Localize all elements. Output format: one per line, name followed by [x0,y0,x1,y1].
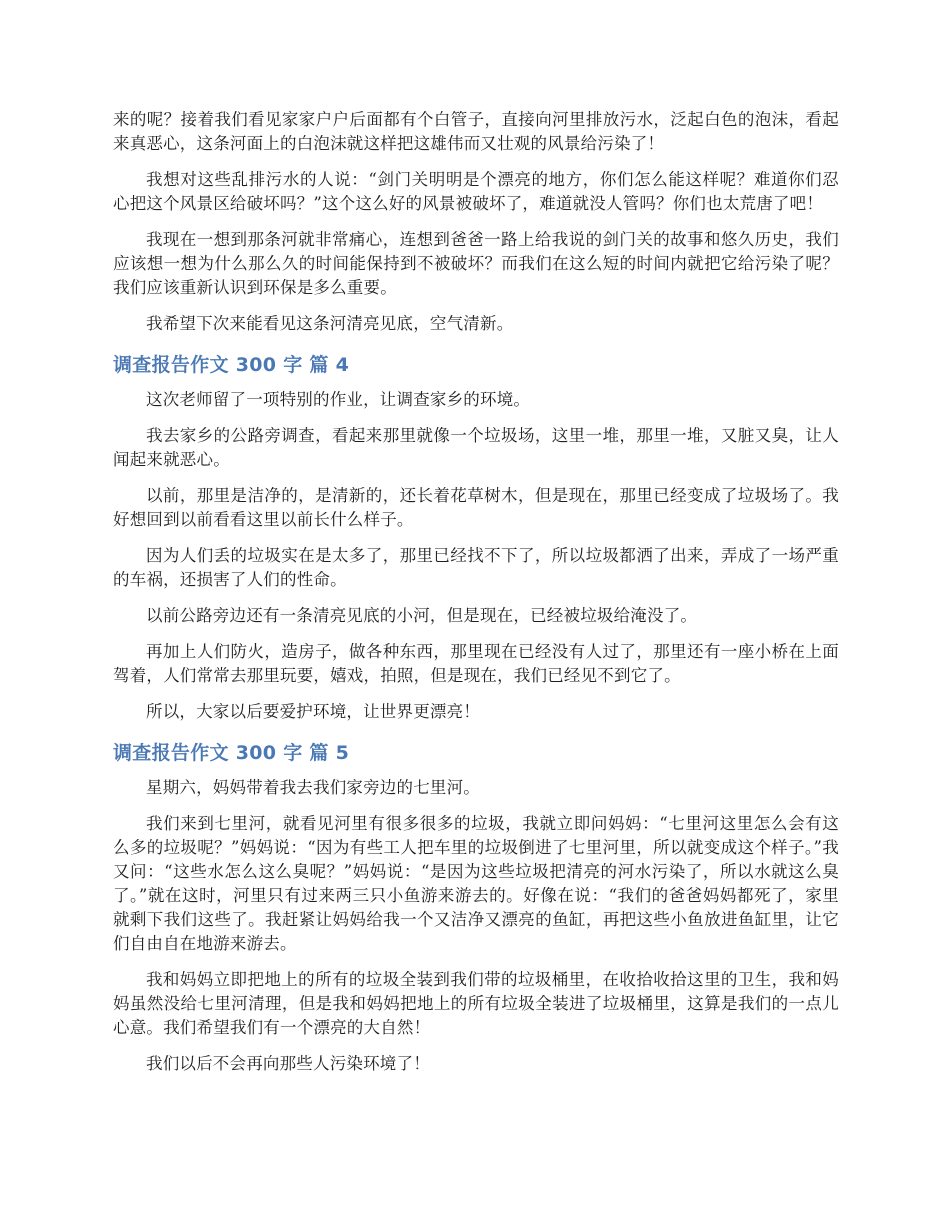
section-4-paragraph-4: 因为人们丢的垃圾实在是太多了，那里已经找不下了，所以垃圾都洒了出来，弄成了一场严重的车祸，还损害了人们的性命。 [113,546,839,589]
intro-paragraph-4: 我希望下次来能看见这条河清亮见底，空气清新。 [146,314,514,333]
section-5-heading: 调查报告作文 300 字 篇 5 [113,742,350,764]
section-4-paragraph-6: 再加上人们防火，造房子，做各种东西，那里现在已经没有人过了，那里还有一座小桥在上面驾着，人们常常去那里玩要，嬉戏，拍照，但是现在，我们已经见不到它了。 [113,642,839,685]
section-5-paragraph-2: 我们来到七里河，就看见河里有很多很多的垃圾，我就立即问妈妈：“七里河这里怎么会有这么多的垃圾呢？”妈妈说：“因为有些工人把车里的垃圾倒进了七里河里，所以就变成这个样子。”我又问：“这些水怎么这么臭呢？”妈妈说：“是因为这些垃圾把清亮的河水污染了，所以水就这么臭了。”就在这时，河里只有过来两三只小鱼游来游去的。好像在说：“我们的爸爸妈妈都死了，家里就剩下我们这些了。我赶紧让妈妈给我一个又洁净又漂亮的鱼缸，再把这些小鱼放进鱼缸里，让它们自由自在地游来游去。 [113,814,839,953]
section-5-paragraph-3: 我和妈妈立即把地上的所有的垃圾全装到我们带的垃圾桶里，在收拾收拾这里的卫生，我和妈妈虽然没给七里河清理，但是我和妈妈把地上的所有垃圾全装进了垃圾桶里，这算是我们的一点儿心意。我们希望我们有一个漂亮的大自然！ [113,970,839,1037]
section-4-paragraph-7: 所以，大家以后要爱护环境，让世界更漂亮！ [146,702,480,721]
section-4-paragraph-2: 我去家乡的公路旁调查，看起来那里就像一个垃圾场，这里一堆，那里一堆，又脏又臭，让人闻起来就恶心。 [113,426,839,469]
section-5-paragraph-1: 星期六，妈妈带着我去我们家旁边的七里河。 [146,778,480,797]
document-page [113,108,839,1088]
section-4-paragraph-5: 以前公路旁边还有一条清亮见底的小河，但是现在，已经被垃圾给淹没了。 [146,606,698,625]
section-5-paragraph-4: 我们以后不会再向那些人污染环境了！ [146,1054,430,1073]
section-4-paragraph-3: 以前，那里是洁净的，是清新的，还长着花草树木，但是现在，那里已经变成了垃圾场了。我好想回到以前看看这里以前长什么样子。 [113,486,839,529]
intro-paragraph-3: 我现在一想到那条河就非常痛心，连想到爸爸一路上给我说的剑门关的故事和悠久历史，我们应该想一想为什么那么久的时间能保持到不被破坏？而我们在这么短的时间内就把它给污染了呢？我们应该重新认识到环保是多么重要。 [113,230,839,297]
intro-paragraph-1: 来的呢？接着我们看见家家户户后面都有个白管子，直接向河里排放污水，泛起白色的泡沫，看起来真恶心，这条河面上的白泡沫就这样把这雄伟而又壮观的风景给污染了！ [113,110,839,153]
intro-paragraph-2: 我想对这些乱排污水的人说：“剑门关明明是个漂亮的地方，你们怎么能这样呢？难道你们忍心把这个风景区给破坏吗？”这个这么好的风景被破坏了，难道就没人管吗？你们也太荒唐了吧！ [113,170,839,213]
section-4-paragraph-1: 这次老师留了一项特别的作业，让调查家乡的环境。 [146,390,531,409]
section-4-heading: 调查报告作文 300 字 篇 4 [113,354,350,376]
